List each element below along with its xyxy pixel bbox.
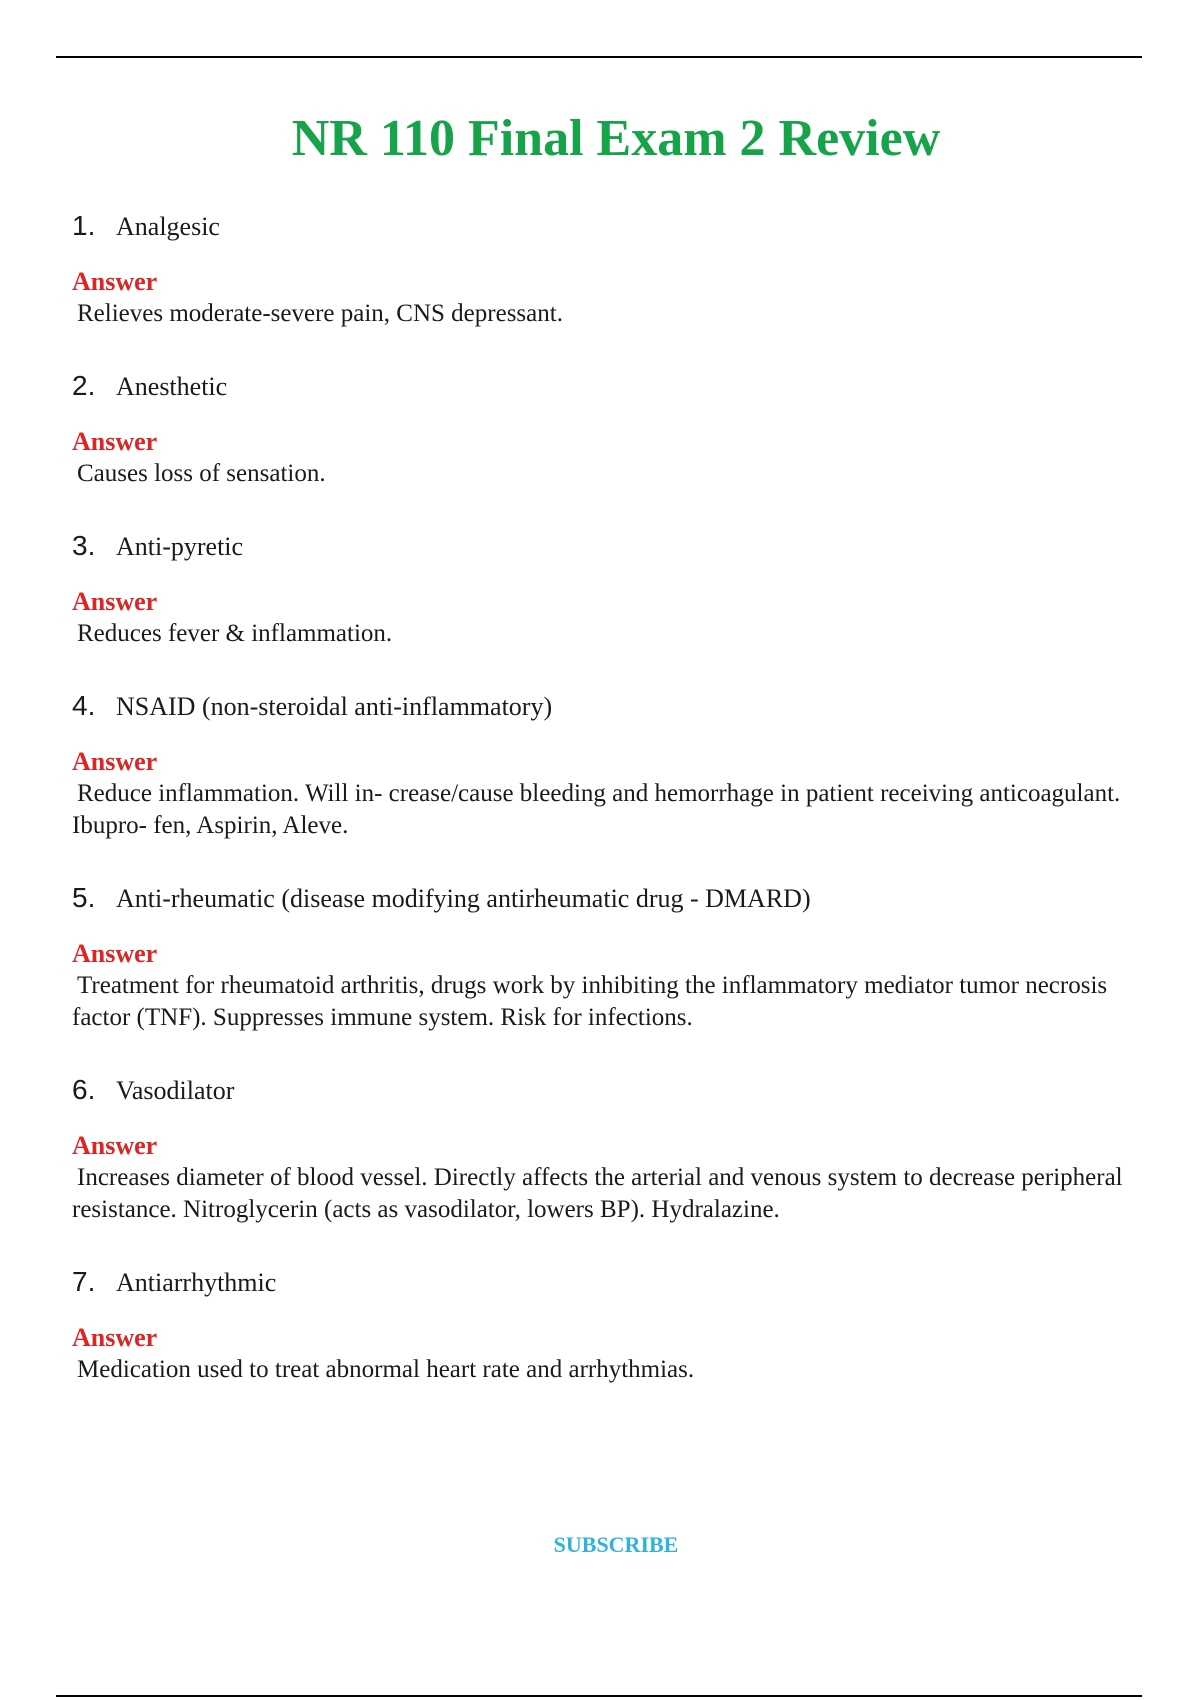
answer-text: Relieves moderate-severe pain, CNS depressant. bbox=[77, 300, 563, 327]
qa-item bbox=[72, 206, 1152, 330]
answer-text: Causes loss of sensation. bbox=[77, 460, 326, 487]
question-text: NSAID (non-steroidal anti-inflammatory) bbox=[116, 692, 553, 721]
question-number: 7. bbox=[72, 1266, 96, 1297]
top-divider bbox=[56, 56, 1142, 58]
answer-text: Medication used to treat abnormal heart rate and arrhythmias. bbox=[77, 1356, 695, 1383]
bottom-divider bbox=[56, 1695, 1142, 1697]
question-text: Anesthetic bbox=[116, 372, 228, 401]
subscribe-link[interactable]: SUBSCRIBE bbox=[553, 1532, 679, 1557]
question-line bbox=[72, 366, 1152, 406]
question-number: 6. bbox=[72, 1074, 96, 1105]
answer-label: Answer bbox=[72, 1131, 158, 1160]
answer-label: Answer bbox=[72, 747, 158, 776]
answer-text: Reduces fever & inflammation. bbox=[77, 620, 393, 647]
qa-item bbox=[72, 878, 1152, 1034]
answer-text: Treatment for rheumatoid arthritis, drugs work by inhibiting the inflammatory mediator tumor necrosis factor (TNF). Suppresses immune system. Risk for infections. bbox=[72, 972, 1108, 1031]
answer-text: Reduce inflammation. Will in- crease/cause bleeding and hemorrhage in patient receiving anticoagulant. Ibupro- fen, Aspirin, Aleve. bbox=[72, 780, 1121, 839]
question-number: 3. bbox=[72, 530, 96, 561]
question-line bbox=[72, 526, 1152, 566]
question-line bbox=[72, 686, 1152, 726]
question-number: 2. bbox=[72, 370, 96, 401]
question-line bbox=[72, 1262, 1152, 1302]
page-title: NR 110 Final Exam 2 Review bbox=[291, 109, 941, 167]
question-line bbox=[72, 878, 1152, 918]
answer-label: Answer bbox=[72, 1323, 158, 1352]
question-line bbox=[72, 1070, 1152, 1110]
qa-item bbox=[72, 1262, 1152, 1386]
answer-label: Answer bbox=[72, 939, 158, 968]
answer-text: Increases diameter of blood vessel. Directly affects the arterial and venous system to decrease peripheral resistance. Nitroglycerin (acts as vasodilator, lowers BP). Hydralazine. bbox=[72, 1164, 1123, 1223]
question-text: Antiarrhythmic bbox=[116, 1268, 277, 1297]
qa-item bbox=[72, 1070, 1152, 1226]
qa-item bbox=[72, 366, 1152, 490]
question-text: Anti-rheumatic (disease modifying antirheumatic drug - DMARD) bbox=[116, 884, 811, 913]
qa-item bbox=[72, 686, 1152, 842]
answer-label: Answer bbox=[72, 267, 158, 296]
answer-label: Answer bbox=[72, 587, 158, 616]
question-text: Anti-pyretic bbox=[116, 532, 244, 561]
question-text: Analgesic bbox=[116, 212, 220, 241]
question-line bbox=[72, 206, 1152, 246]
question-text: Vasodilator bbox=[116, 1076, 235, 1105]
answer-label: Answer bbox=[72, 427, 158, 456]
qa-list bbox=[72, 206, 1152, 1422]
qa-item bbox=[72, 526, 1152, 650]
question-number: 1. bbox=[72, 210, 96, 241]
question-number: 4. bbox=[72, 690, 96, 721]
question-number: 5. bbox=[72, 882, 96, 913]
